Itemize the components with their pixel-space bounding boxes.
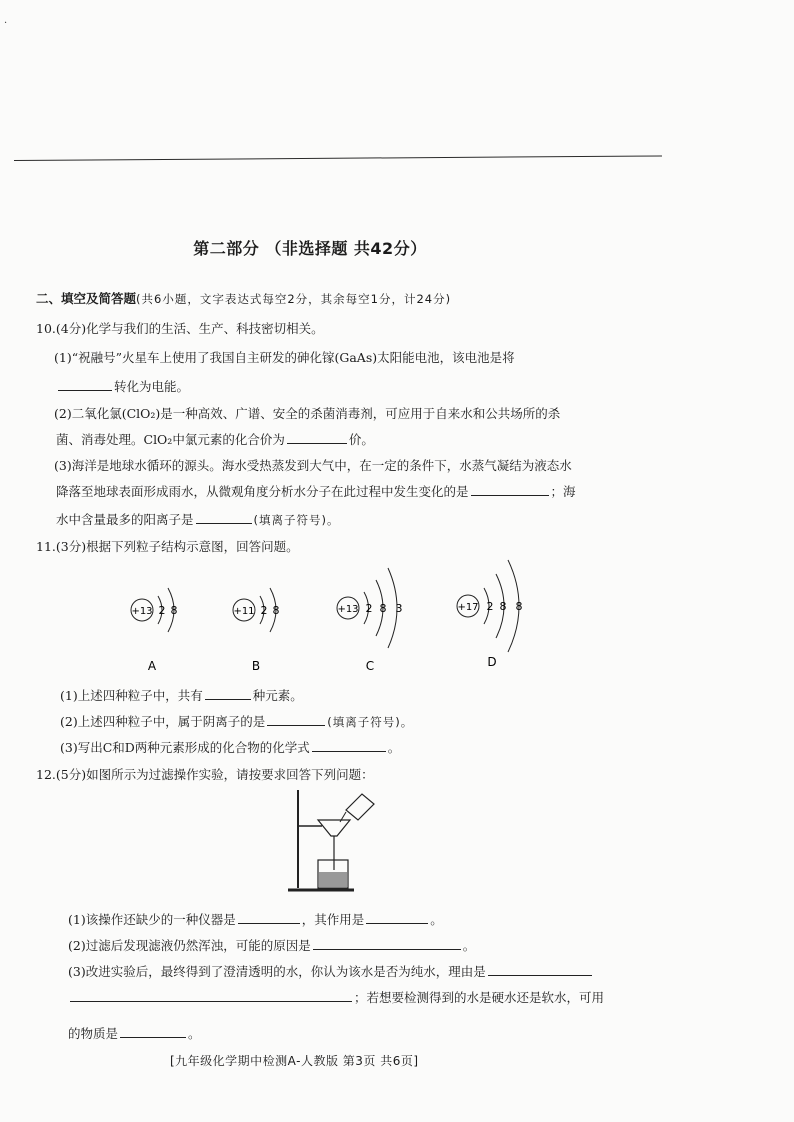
particle-b-electron-1: 2	[260, 604, 268, 617]
q12-blank-2[interactable]	[366, 910, 428, 924]
particle-b-electron-2: 8	[272, 604, 280, 617]
particle-c-electron-1: 2	[365, 602, 373, 615]
q11-blank-2[interactable]	[267, 712, 325, 726]
q11-sub1	[60, 686, 303, 705]
section-note: (共6小题，文字表达式每空2分，其余每空1分，计24分)	[136, 292, 452, 306]
particle-a-electron-2: 8	[170, 604, 178, 617]
q12-blank-5[interactable]	[70, 988, 352, 1002]
q12-sub3-substance: 的物质是	[68, 1026, 119, 1041]
q10-part2-line1: (2)二氧化氯(ClO₂)是一种高效、广谱、安全的杀菌消毒剂，可应用于自来水和公共场所的杀	[54, 406, 561, 421]
q11-sub3-text: (3)写出C和D两种元素形成的化合物的化学式	[60, 740, 310, 755]
q12-sub3-hardness: ；若想要检测得到的水是硬水还是软水，可用	[354, 990, 605, 1005]
q11-sub2-note: (填离子符号)。	[327, 715, 414, 729]
q12-sub1	[68, 910, 443, 929]
q12-sub3-text: (3)改进实验后，最终得到了澄清透明的水，你认为该水是否为纯水，理由是	[68, 964, 486, 979]
particle-d-electron-1: 2	[486, 600, 494, 613]
q12-sub3-line3	[68, 1024, 201, 1043]
q10-part3-note: (填离子符号)。	[253, 513, 340, 527]
edge-mark: ·	[4, 18, 8, 29]
q10-part1-line1: (1)“祝融号”火星车上使用了我国自主研发的砷化镓(GaAs)太阳能电池，该电池是将	[54, 350, 515, 365]
particle-d	[457, 560, 523, 669]
particle-d-label: D	[487, 655, 497, 669]
q10-blank-4[interactable]	[196, 510, 252, 524]
q12-sub3-line1	[68, 962, 594, 981]
particle-d-electron-2: 8	[499, 600, 507, 613]
q10-part3-cation: 水中含量最多的阳离子是	[56, 512, 194, 527]
particle-a-nucleus: +13	[131, 606, 153, 617]
particle-a-electron-1: 2	[158, 604, 166, 617]
particle-d-electron-3: 8	[515, 600, 523, 613]
particle-a	[131, 588, 178, 673]
q12-sub1-mid: ，其作用是	[301, 912, 365, 927]
q11-sub1-text: (1)上述四种粒子中，共有	[60, 688, 203, 703]
particle-b-label: B	[251, 659, 261, 673]
q10-part3-line2	[56, 482, 576, 501]
q12-blank-6[interactable]	[120, 1024, 186, 1038]
section-heading-line	[36, 290, 451, 308]
particle-c	[337, 568, 403, 673]
particle-c-nucleus: +13	[337, 604, 359, 615]
q11-sub3	[60, 738, 400, 757]
q10-part3-sea: ；海	[550, 484, 576, 499]
particle-c-electron-3: 3	[395, 602, 403, 615]
q10-part2-text: 菌、消毒处理。ClO₂中氯元素的化合价为	[56, 432, 285, 447]
q12-sub3-end: 。	[188, 1026, 201, 1041]
q10-part1-text: 转化为电能。	[114, 379, 190, 394]
q10-blank-1[interactable]	[58, 377, 112, 391]
q12-blank-3[interactable]	[313, 936, 461, 950]
q11-sub2-text: (2)上述四种粒子中，属于阴离子的是	[60, 714, 266, 729]
q10-part3-line1: (3)海洋是地球水循环的源头。海水受热蒸发到大气中，在一定的条件下，水蒸气凝结为液态水	[54, 458, 572, 473]
section-heading: 二、填空及简答题	[36, 291, 137, 306]
q12-sub1-end: 。	[430, 912, 443, 927]
q12-sub2	[68, 936, 475, 955]
pouring-beaker	[346, 794, 374, 820]
filtrate-liquid	[319, 872, 347, 887]
q11-sub1-end: 种元素。	[252, 688, 303, 703]
page-footer: [九年级化学期中检测A-人教版 第3页 共6页]	[170, 1054, 419, 1068]
q10-blank-3[interactable]	[471, 482, 549, 496]
q11-sub2	[60, 712, 413, 731]
q12-stem: 12.(5分)如图所示为过滤操作实验，请按要求回答下列问题：	[36, 767, 374, 782]
q10-part2-end: 价。	[348, 432, 374, 447]
q12-sub1-text: (1)该操作还缺少的一种仪器是	[68, 912, 236, 927]
q10-blank-2[interactable]	[287, 430, 347, 444]
q12-sub3-line2	[68, 988, 604, 1007]
q11-sub3-end: 。	[387, 740, 401, 755]
q11-blank-3[interactable]	[312, 738, 386, 752]
q12-sub2-text: (2)过滤后发现滤液仍然浑浊，可能的原因是	[68, 938, 311, 953]
funnel-cone	[318, 820, 350, 836]
q10-part2-line2	[56, 430, 374, 449]
particle-c-label: C	[365, 659, 375, 673]
particle-a-label: A	[147, 659, 157, 673]
q11-blank-1[interactable]	[205, 686, 251, 700]
particle-c-electron-2: 8	[379, 602, 387, 615]
q10-part1-line2	[56, 377, 189, 396]
q12-blank-4[interactable]	[488, 962, 592, 976]
filtration-apparatus-diagram	[280, 786, 380, 896]
particle-structure-diagrams	[110, 558, 550, 678]
particle-b	[233, 588, 280, 673]
top-rule	[14, 155, 662, 161]
page-title: 第二部分 （非选择题 共42分）	[193, 239, 427, 258]
q11-stem: 11.(3分)根据下列粒子结构示意图，回答问题。	[36, 539, 299, 554]
q12-blank-1[interactable]	[238, 910, 300, 924]
q10-part3-line3	[56, 510, 340, 529]
q12-sub2-end: 。	[462, 938, 476, 953]
q10-part3-text: 降落至地球表面形成雨水，从微观角度分析水分子在此过程中发生变化的是	[56, 484, 469, 499]
q10-stem: 10.(4分)化学与我们的生活、生产、科技密切相关。	[36, 321, 324, 336]
particle-d-nucleus: +17	[457, 602, 479, 613]
particle-b-nucleus: +11	[233, 606, 255, 617]
